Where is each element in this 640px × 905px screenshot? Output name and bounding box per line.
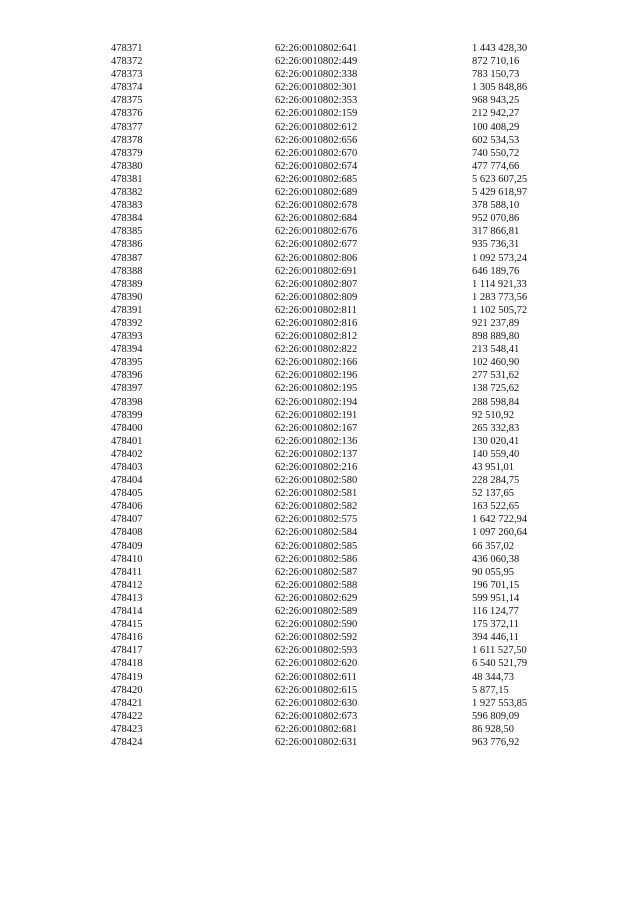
cadastral-value-cell: 968 943,25 [472,95,520,107]
cadastral-number-cell: 62:26:0010802:673 [275,710,358,722]
cadastral-number-cell: 62:26:0010802:586 [275,553,358,565]
record-number-cell: 478423 [111,723,143,735]
table-row [0,330,640,343]
cadastral-number-cell: 62:26:0010802:629 [275,592,358,604]
table-row [0,238,640,251]
cadastral-number-cell: 62:26:0010802:630 [275,697,358,709]
cadastral-value-cell: 90 055,95 [472,566,514,578]
cadastral-value-cell: 277 531,62 [472,370,520,382]
table-row [0,513,640,526]
table-row [0,409,640,422]
cadastral-number-cell: 62:26:0010802:806 [275,252,358,264]
record-number-cell: 478380 [111,160,143,172]
cadastral-value-cell: 898 889,80 [472,331,520,343]
cadastral-number-cell: 62:26:0010802:816 [275,317,358,329]
cadastral-number-cell: 62:26:0010802:681 [275,723,358,735]
table-row [0,356,640,369]
table-row [0,736,640,749]
cadastral-value-cell: 86 928,50 [472,723,514,735]
record-number-cell: 478415 [111,619,143,631]
cadastral-value-cell: 1 443 428,30 [472,43,528,54]
table-row [0,592,640,605]
table-row [0,396,640,409]
record-number-cell: 478409 [111,540,143,552]
table-row [0,644,640,657]
cadastral-value-cell: 1 283 773,56 [472,291,528,303]
table-row [0,304,640,317]
record-number-cell: 478394 [111,344,143,356]
cadastral-value-cell: 1 927 553,85 [472,697,528,709]
table-row [0,487,640,500]
cadastral-value-cell: 116 124,77 [472,606,519,618]
record-number-cell: 478386 [111,239,143,251]
record-number-cell: 478388 [111,265,143,277]
cadastral-value-cell: 740 550,72 [472,147,520,159]
cadastral-value-cell: 1 611 527,50 [472,645,527,657]
cadastral-number-cell: 62:26:0010802:584 [275,527,358,539]
cadastral-number-cell: 62:26:0010802:677 [275,239,358,251]
cadastral-value-cell: 952 070,86 [472,213,520,225]
cadastral-number-cell: 62:26:0010802:593 [275,645,358,657]
cadastral-value-cell: 265 332,83 [472,422,520,434]
cadastral-number-cell: 62:26:0010802:216 [275,462,358,473]
cadastral-number-cell: 62:26:0010802:585 [275,540,358,552]
record-number-cell: 478378 [111,134,143,146]
cadastral-number-cell: 62:26:0010802:691 [275,265,358,277]
record-number-cell: 478373 [111,69,143,81]
record-number-cell: 478372 [111,56,143,68]
cadastral-number-cell: 62:26:0010802:612 [275,121,358,133]
table-row [0,199,640,212]
cadastral-value-cell: 196 701,15 [472,579,520,591]
table-row [0,382,640,395]
record-number-cell: 478402 [111,448,143,460]
record-number-cell: 478371 [111,43,143,54]
cadastral-number-cell: 62:26:0010802:589 [275,606,358,618]
cadastral-number-cell: 62:26:0010802:674 [275,160,358,172]
record-number-cell: 478411 [111,566,143,578]
cadastral-number-cell: 62:26:0010802:159 [275,108,358,120]
cadastral-number-cell: 62:26:0010802:301 [275,82,358,94]
cadastral-number-cell: 62:26:0010802:353 [275,95,358,107]
record-number-cell: 478403 [111,462,143,473]
table-row [0,121,640,134]
table-row [0,369,640,382]
cadastral-number-cell: 62:26:0010802:580 [275,475,358,487]
cadastral-number-cell: 62:26:0010802:587 [275,566,358,578]
table-row [0,42,640,55]
cadastral-number-cell: 62:26:0010802:137 [275,448,358,460]
table-row [0,710,640,723]
cadastral-value-cell: 43 951,01 [472,462,514,473]
record-number-cell: 478385 [111,226,143,238]
cadastral-number-cell: 62:26:0010802:685 [275,173,358,185]
cadastral-value-cell: 288 598,84 [472,396,520,408]
record-number-cell: 478419 [111,671,143,683]
cadastral-number-cell: 62:26:0010802:575 [275,514,358,526]
cadastral-value-cell: 213 548,41 [472,344,520,356]
cadastral-number-cell: 62:26:0010802:656 [275,134,358,146]
cadastral-value-cell: 163 522,65 [472,501,520,513]
cadastral-value-cell: 1 305 848,86 [472,82,528,94]
cadastral-number-cell: 62:26:0010802:807 [275,278,358,290]
table-row [0,422,640,435]
cadastral-value-cell: 228 284,75 [472,475,520,487]
table-row [0,657,640,670]
table-row [0,500,640,513]
record-number-cell: 478387 [111,252,143,264]
table-row [0,81,640,94]
cadastral-number-cell: 62:26:0010802:631 [275,736,358,748]
record-number-cell: 478414 [111,606,143,618]
record-number-cell: 478374 [111,82,143,94]
cadastral-value-cell: 1 642 722,94 [472,514,528,526]
cadastral-value-cell: 175 372,11 [472,619,519,631]
record-number-cell: 478422 [111,710,143,722]
cadastral-value-cell: 963 776,92 [472,736,520,748]
record-number-cell: 478404 [111,475,143,487]
cadastral-value-cell: 599 951,14 [472,592,520,604]
cadastral-number-cell: 62:26:0010802:590 [275,619,358,631]
cadastral-value-cell: 66 357,02 [472,540,514,552]
cadastral-value-cell: 140 559,40 [472,448,520,460]
cadastral-value-cell: 92 510,92 [472,409,514,421]
cadastral-number-cell: 62:26:0010802:641 [275,43,358,54]
cadastral-number-cell: 62:26:0010802:689 [275,187,358,199]
table-row [0,605,640,618]
cadastral-value-cell: 378 588,10 [472,200,520,212]
cadastral-value-cell: 602 534,53 [472,134,520,146]
cadastral-value-cell: 48 344,73 [472,671,514,683]
table-row [0,697,640,710]
record-number-cell: 478375 [111,95,143,107]
record-number-cell: 478379 [111,147,143,159]
table-row [0,68,640,81]
cadastral-number-cell: 62:26:0010802:611 [275,671,357,683]
record-number-cell: 478420 [111,684,143,696]
cadastral-value-cell: 5 877,15 [472,684,509,696]
table-row [0,671,640,684]
cadastral-value-cell: 1 114 921,33 [472,278,527,290]
record-number-cell: 478407 [111,514,143,526]
record-number-cell: 478416 [111,632,143,644]
cadastral-value-cell: 477 774,66 [472,160,520,172]
cadastral-number-cell: 62:26:0010802:191 [275,409,358,421]
cadastral-value-cell: 52 137,65 [472,488,514,500]
table-row [0,147,640,160]
table-row [0,540,640,553]
cadastral-number-cell: 62:26:0010802:449 [275,56,358,68]
record-number-cell: 478399 [111,409,143,421]
cadastral-value-cell: 6 540 521,79 [472,658,528,670]
record-number-cell: 478383 [111,200,143,212]
table-row [0,579,640,592]
table-row [0,723,640,736]
record-number-cell: 478408 [111,527,143,539]
table-row [0,134,640,147]
table-row [0,566,640,579]
cadastral-number-cell: 62:26:0010802:167 [275,422,358,434]
record-number-cell: 478405 [111,488,143,500]
cadastral-value-cell: 646 189,76 [472,265,520,277]
record-number-cell: 478384 [111,213,143,225]
table-row [0,448,640,461]
cadastral-number-cell: 62:26:0010802:581 [275,488,358,500]
record-number-cell: 478400 [111,422,143,434]
cadastral-number-cell: 62:26:0010802:620 [275,658,358,670]
cadastral-number-cell: 62:26:0010802:812 [275,331,358,343]
table-row [0,618,640,631]
cadastral-value-cell: 1 092 573,24 [472,252,528,264]
record-number-cell: 478410 [111,553,143,565]
record-number-cell: 478401 [111,435,143,447]
record-number-cell: 478417 [111,645,143,657]
cadastral-value-cell: 1 102 505,72 [472,304,528,316]
record-number-cell: 478413 [111,592,143,604]
table-row [0,474,640,487]
cadastral-value-cell: 596 809,09 [472,710,520,722]
cadastral-value-cell: 130 020,41 [472,435,520,447]
table-row [0,684,640,697]
cadastral-value-cell: 872 710,16 [472,56,520,68]
cadastral-number-cell: 62:26:0010802:811 [275,304,357,316]
table-row [0,186,640,199]
record-number-cell: 478382 [111,187,143,199]
table-row [0,252,640,265]
table-row [0,461,640,474]
cadastral-value-cell: 1 097 260,64 [472,527,528,539]
cadastral-number-cell: 62:26:0010802:195 [275,383,358,395]
cadastral-value-cell: 935 736,31 [472,239,520,251]
record-number-cell: 478377 [111,121,143,133]
table-row [0,55,640,68]
record-number-cell: 478424 [111,736,143,748]
table-row [0,94,640,107]
record-number-cell: 478390 [111,291,143,303]
cadastral-value-cell: 921 237,89 [472,317,520,329]
record-number-cell: 478418 [111,658,143,670]
cadastral-value-cell: 138 725,62 [472,383,520,395]
record-number-cell: 478393 [111,331,143,343]
table-row [0,225,640,238]
cadastral-value-cell: 783 150,73 [472,69,520,81]
table-row [0,631,640,644]
record-number-cell: 478412 [111,579,143,591]
record-number-cell: 478406 [111,501,143,513]
cadastral-number-cell: 62:26:0010802:582 [275,501,358,513]
cadastral-value-cell: 102 460,90 [472,357,520,369]
cadastral-value-cell: 100 408,29 [472,121,520,133]
cadastral-value-cell: 212 942,27 [472,108,520,120]
record-number-cell: 478389 [111,278,143,290]
record-number-cell: 478381 [111,173,143,185]
cadastral-number-cell: 62:26:0010802:588 [275,579,358,591]
cadastral-number-cell: 62:26:0010802:194 [275,396,358,408]
table-row [0,160,640,173]
record-number-cell: 478391 [111,304,143,316]
cadastral-number-cell: 62:26:0010802:196 [275,370,358,382]
table-row [0,435,640,448]
record-number-cell: 478421 [111,697,143,709]
table-row [0,173,640,186]
cadastral-value-cell: 436 060,38 [472,553,520,565]
table-row [0,265,640,278]
table-row [0,526,640,539]
table-row [0,553,640,566]
record-number-cell: 478397 [111,383,143,395]
cadastral-number-cell: 62:26:0010802:809 [275,291,358,303]
cadastral-value-table [0,42,640,749]
record-number-cell: 478396 [111,370,143,382]
cadastral-number-cell: 62:26:0010802:166 [275,357,358,369]
table-row [0,291,640,304]
cadastral-number-cell: 62:26:0010802:684 [275,213,358,225]
cadastral-number-cell: 62:26:0010802:338 [275,69,358,81]
cadastral-number-cell: 62:26:0010802:670 [275,147,358,159]
cadastral-number-cell: 62:26:0010802:592 [275,632,358,644]
cadastral-value-cell: 317 866,81 [472,226,520,238]
cadastral-number-cell: 62:26:0010802:615 [275,684,358,696]
cadastral-value-cell: 5 623 607,25 [472,173,528,185]
record-number-cell: 478392 [111,317,143,329]
cadastral-number-cell: 62:26:0010802:676 [275,226,358,238]
table-row [0,343,640,356]
record-number-cell: 478376 [111,108,143,120]
cadastral-value-cell: 5 429 618,97 [472,187,528,199]
record-number-cell: 478395 [111,357,143,369]
cadastral-value-cell: 394 446,11 [472,632,519,644]
record-number-cell: 478398 [111,396,143,408]
table-row [0,107,640,120]
table-row [0,278,640,291]
cadastral-number-cell: 62:26:0010802:678 [275,200,358,212]
cadastral-number-cell: 62:26:0010802:822 [275,344,358,356]
cadastral-number-cell: 62:26:0010802:136 [275,435,358,447]
table-row [0,317,640,330]
table-row [0,212,640,225]
